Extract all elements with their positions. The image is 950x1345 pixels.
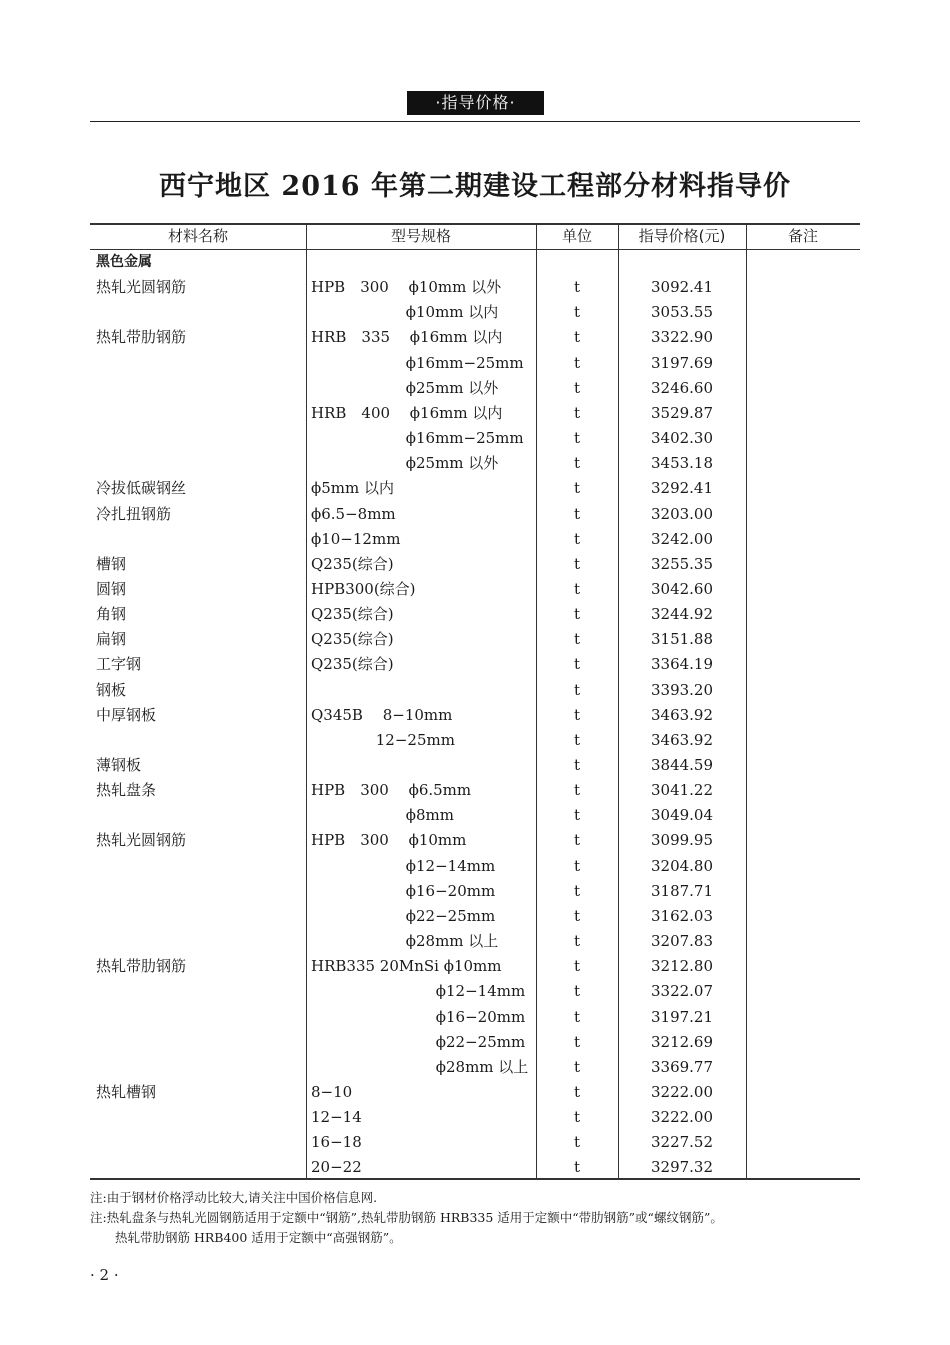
cell-spec: Q235(综合) [311,554,394,573]
table-row [90,275,860,300]
cell-price: 3053.55 [650,303,714,322]
table-row [90,929,860,954]
table-row [90,476,860,501]
cell-unit: t [573,630,581,649]
cell-unit: t [573,1108,581,1127]
table-row [90,300,860,325]
table-row [90,451,860,476]
cell-spec: HRB335 20MnSi ϕ10mm [311,957,502,976]
cell-material-name: 热轧盘条 [96,781,157,800]
cell-unit: t [573,705,581,724]
table-row [90,728,860,753]
cell-spec: ϕ16−20mm [311,1007,526,1026]
cell-unit: t [573,756,581,774]
cell-unit: t [573,730,581,749]
table-row [90,1055,860,1080]
cell-price: 3364.19 [650,655,714,674]
table-row [90,954,860,979]
table-row [90,904,860,929]
header-rule [90,121,860,122]
cell-price: 3212.80 [650,957,714,976]
cell-price: 3297.32 [650,1158,714,1177]
table-row [90,979,860,1004]
cell-unit: t [573,403,581,422]
cell-spec: ϕ16mm−25mm [311,429,524,448]
cell-unit: t [573,906,581,925]
cell-spec: ϕ25mm 以外 [311,378,499,397]
column-header-price: 指导价格(元) [638,227,726,245]
table-row [90,1080,860,1105]
cell-spec: 20−22 [311,1158,362,1177]
cell-unit: t [573,353,581,372]
cell-material-name: 角钢 [96,605,127,624]
cell-unit: t [573,680,581,699]
cell-spec: ϕ6.5−8mm [311,504,396,523]
cell-price: 3099.95 [650,831,714,850]
table-row [90,351,860,376]
table-row [90,1155,860,1180]
cell-price: 3203.00 [650,504,714,523]
cell-unit: t [573,479,581,498]
cell-unit: t [573,529,581,548]
cell-spec: ϕ12−14mm [311,856,496,875]
table-row [90,502,860,527]
cell-price: 3463.92 [650,730,714,749]
table-row [90,552,860,577]
cell-spec: ϕ8mm [311,806,454,825]
cell-price: 3529.87 [650,403,714,422]
cell-unit: t [573,378,581,397]
cell-spec: ϕ5mm 以内 [311,479,394,498]
cell-spec: HPB 300 ϕ10mm 以外 [311,278,502,297]
cell-unit: t [573,303,581,322]
table-row [90,828,860,853]
cell-unit: t [573,831,581,850]
table-row [90,678,860,703]
cell-material-name: 热轧槽钢 [96,1082,157,1101]
cell-unit: t [573,932,581,951]
cell-price: 3187.71 [650,881,714,900]
cell-spec: ϕ25mm 以外 [311,454,499,473]
table-row [90,602,860,627]
cell-unit: t [573,957,581,976]
cell-unit: t [573,1133,581,1152]
cell-price: 3151.88 [650,630,714,649]
cell-spec: ϕ10−12mm [311,529,401,548]
table-row [90,652,860,677]
table-row [90,527,860,552]
cell-price: 3212.69 [650,1032,714,1051]
cell-spec: 8−10 [311,1082,353,1101]
cell-spec: HRB 400 ϕ16mm 以内 [311,403,503,422]
cell-unit: t [573,881,581,900]
cell-spec: ϕ22−25mm [311,1032,526,1051]
cell-spec: ϕ28mm 以上 [311,932,499,951]
cell-price: 3244.92 [650,605,714,624]
cell-material-name: 冷拔低碳钢丝 [96,479,187,498]
cell-material-name: 热轧带肋钢筋 [96,957,187,976]
cell-price: 3049.04 [650,806,714,825]
table-row [90,577,860,602]
cell-spec: HPB300(综合) [311,579,416,598]
cell-price: 3092.41 [650,278,714,297]
cell-unit: t [573,328,581,347]
cell-price: 3227.52 [650,1133,714,1152]
cell-price: 3204.80 [650,856,714,875]
cell-unit: t [573,579,581,598]
cell-material-name: 工字钢 [96,655,142,674]
cell-material-name: 中厚钢板 [96,705,157,724]
cell-material-name: 热轧光圆钢筋 [96,278,187,297]
cell-price: 3393.20 [650,680,714,699]
column-header-name: 材料名称 [167,227,228,245]
table-row [90,401,860,426]
cell-price: 3242.00 [650,529,714,548]
cell-price: 3369.77 [650,1057,714,1076]
cell-price: 3255.35 [650,554,714,573]
section-label: ·指导价格· [407,91,544,115]
table-row [90,250,860,275]
table-row [90,879,860,904]
cell-material-name: 热轧光圆钢筋 [96,831,187,850]
cell-price: 3041.22 [650,781,714,800]
column-header-remark: 备注 [787,227,818,245]
cell-price: 3222.00 [650,1108,714,1127]
cell-spec: HPB 300 ϕ6.5mm [311,781,472,800]
cell-price: 3222.00 [650,1082,714,1101]
table-row [90,325,860,350]
cell-price: 3246.60 [650,378,714,397]
cell-spec: ϕ10mm 以内 [311,303,499,322]
cell-spec: ϕ16−20mm [311,881,496,900]
cell-unit: t [573,781,581,800]
cell-spec: 16−18 [311,1133,362,1152]
cell-unit: t [573,982,581,1001]
cell-unit: t [573,605,581,624]
column-header-spec: 型号规格 [390,227,451,245]
cell-material-name: 热轧带肋钢筋 [96,328,187,347]
cell-material-name: 冷扎扭钢筋 [96,504,172,523]
price-table [90,223,860,1179]
cell-price: 3463.92 [650,705,714,724]
cell-unit: t [573,554,581,573]
cell-price: 3322.07 [650,982,714,1001]
cell-spec: HPB 300 ϕ10mm [311,831,467,850]
table-row [90,703,860,728]
table-row [90,1030,860,1055]
cell-unit: t [573,1158,581,1177]
cell-unit: t [573,1082,581,1101]
table-row [90,803,860,828]
table-row [90,376,860,401]
table-row [90,1105,860,1130]
cell-material-name: 薄钢板 [96,756,142,774]
cell-unit: t [573,429,581,448]
page-title: 西宁地区 2016 年第二期建设工程部分材料指导价 [159,171,791,202]
cell-price: 3292.41 [650,479,714,498]
cell-price: 3322.90 [650,328,714,347]
table-row [90,753,860,778]
cell-spec: 12−25mm [311,730,455,749]
cell-unit: t [573,856,581,875]
cell-price: 3453.18 [650,454,714,473]
table-row [90,1130,860,1155]
note-line: 注:热轧盘条与热轧光圆钢筋适用于定额中“钢筋”,热轧带肋钢筋 HRB335 适用于定额中“带肋钢筋”或“螺纹钢筋”。 [90,1210,723,1225]
cell-price: 3207.83 [650,932,714,951]
cell-spec: 12−14 [311,1108,362,1127]
cell-spec: Q235(综合) [311,630,394,649]
table-row [90,854,860,879]
cell-material-name: 扁钢 [96,630,127,649]
cell-price: 3162.03 [650,906,714,925]
column-header-unit: 单位 [561,227,592,245]
cell-material-name: 钢板 [96,680,127,699]
cell-spec: Q345B 8−10mm [311,705,453,724]
cell-unit: t [573,504,581,523]
cell-spec: ϕ28mm 以上 [311,1057,529,1076]
cell-unit: t [573,278,581,297]
table-row [90,627,860,652]
table-row [90,1005,860,1030]
cell-spec: ϕ16mm−25mm [311,353,524,372]
cell-unit: t [573,1032,581,1051]
table-row [90,426,860,451]
cell-price: 3197.69 [650,353,714,372]
cell-price: 3042.60 [650,579,714,598]
cell-spec: ϕ12−14mm [311,982,526,1001]
page-number: · 2 · [90,1266,119,1284]
cell-price: 3844.59 [650,756,714,774]
cell-unit: t [573,806,581,825]
cell-unit: t [573,655,581,674]
notes [90,1188,870,1248]
cell-price: 3402.30 [650,429,714,448]
cell-material-name: 圆钢 [96,579,127,598]
note-line: 注:由于钢材价格浮动比较大,请关注中国价格信息网. [90,1190,378,1205]
note-line: 热轧带肋钢筋 HRB400 适用于定额中“高强钢筋”。 [90,1230,402,1245]
cell-unit: t [573,1057,581,1076]
cell-unit: t [573,1007,581,1026]
cell-price: 3197.21 [650,1007,714,1026]
cell-spec: ϕ22−25mm [311,906,496,925]
cell-spec: Q235(综合) [311,655,394,674]
cell-spec: HRB 335 ϕ16mm 以内 [311,328,503,347]
cell-unit: t [573,454,581,473]
cell-spec: Q235(综合) [311,605,394,624]
cell-material-name: 黑色金属 [96,254,152,270]
table-row [90,778,860,803]
cell-material-name: 槽钢 [96,554,127,573]
